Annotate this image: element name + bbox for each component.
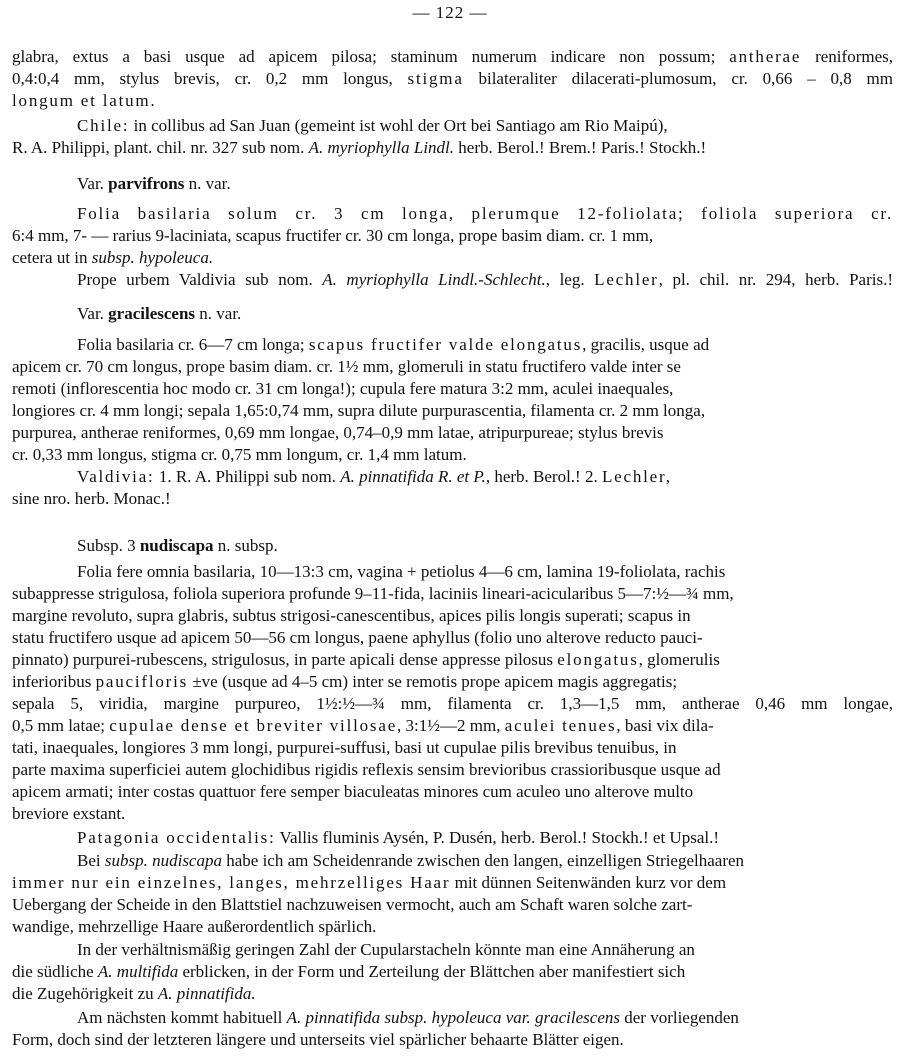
text: 1. R. A. Philippi sub nom. bbox=[154, 467, 341, 486]
text-line bbox=[12, 90, 893, 112]
italic-text: A. pinnatifida R. et P. bbox=[340, 467, 486, 486]
spaced-text: cupulae dense et breviter villosae bbox=[109, 716, 398, 735]
text-line bbox=[12, 68, 893, 90]
paragraph bbox=[12, 561, 893, 825]
paragraph bbox=[12, 203, 893, 269]
text: Uebergang der Scheide in den Blattstiel nachzuweisen vermocht, auch am Schaft waren solche zart- bbox=[12, 895, 693, 914]
bold-text: nudiscapa bbox=[139, 536, 214, 555]
italic-text: subsp. nudiscapa bbox=[104, 851, 222, 870]
text: in collibus ad San Juan (gemeint ist wohl der Ort bei Santiago am Rio Maipú), bbox=[129, 116, 668, 135]
text-line bbox=[12, 535, 893, 557]
section-heading bbox=[12, 303, 893, 325]
text: Folia fere omnia basilaria, 10—13:3 cm, vagina + petiolus 4—6 cm, lamina 19-foliolata, rachis bbox=[77, 562, 726, 581]
spaced-text: elongatus bbox=[557, 650, 639, 669]
text: apicem cr. 70 cm longus, prope basim diam. cr. 1½ mm, glomeruli in statu fructifero valde inter se bbox=[12, 357, 681, 376]
text-line bbox=[12, 115, 893, 137]
text: tati, inaequales, longiores 3 mm longi, purpurei-suffusi, basi ut cupulae pilis brevibus tenuibus, in bbox=[12, 738, 677, 757]
text-line bbox=[12, 378, 893, 400]
text-line bbox=[12, 693, 893, 715]
text: Var. bbox=[77, 174, 109, 193]
text-line bbox=[12, 225, 893, 247]
text: 0,4:0,4 mm, stylus brevis, cr. 0,2 mm longus, bbox=[12, 69, 408, 88]
spaced-text: longum et latum. bbox=[12, 91, 157, 110]
paragraph bbox=[12, 466, 893, 510]
text-line bbox=[12, 444, 893, 466]
text-line bbox=[12, 939, 893, 961]
spaced-text: Patagonia occidentalis: bbox=[77, 828, 276, 847]
text: pinnato) purpurei-rubescens, strigulosus, in parte apicali dense appresse pilosus bbox=[12, 650, 558, 669]
text-line bbox=[12, 173, 893, 195]
spaced-text: paucifloris bbox=[95, 672, 189, 691]
spaced-text: Lechler, bbox=[601, 467, 672, 486]
text-line bbox=[12, 803, 893, 825]
spaced-text: scapus fructifer valde elongatus bbox=[308, 335, 583, 354]
text: Form, doch sind der letzteren längere und unterseits viel spärlicher behaarte Blätter eigen. bbox=[12, 1030, 624, 1049]
text-line bbox=[12, 488, 893, 510]
text-line bbox=[12, 781, 893, 803]
text: ±ve (usque ad 4–5 cm) inter se remotis prope apicem magis aggregatis; bbox=[188, 672, 678, 691]
text-line bbox=[12, 1007, 893, 1029]
text: sepala 5, viridia, margine purpureo, 1½:½—¾ mm, filamenta cr. 1,3—1,5 mm, antherae 0,46 mm longae, bbox=[12, 694, 893, 713]
paragraph bbox=[12, 269, 893, 291]
text: , 3:1½—2 mm, bbox=[397, 716, 505, 735]
text: apicem armati; inter costas quattuor fere semper biaculeatas minores cum aculeo uno alterove multo bbox=[12, 782, 694, 801]
text-line bbox=[12, 872, 893, 894]
text: breviore exstant. bbox=[12, 804, 126, 823]
paragraph bbox=[12, 334, 893, 466]
text: remoti (inflorescentia hoc modo cr. 31 cm longa!); cupula fere matura 3:2 mm, aculei inaequales, bbox=[12, 379, 674, 398]
paragraph bbox=[12, 115, 893, 159]
spaced-text: aculei tenues bbox=[504, 716, 617, 735]
text-line bbox=[12, 303, 893, 325]
text: Prope urbem Valdivia sub nom. bbox=[77, 270, 323, 289]
spaced-text: Lechler bbox=[594, 270, 659, 289]
text: purpurea, antherae reniformes, 0,69 mm longae, 0,74–0,9 mm latae, atripurpureae; stylus brevis bbox=[12, 423, 664, 442]
page-body-text bbox=[12, 46, 893, 1051]
text: glabra, extus a basi usque ad apicem pilosa; staminum numerum indicare non possum; bbox=[12, 47, 730, 66]
text: Am nächsten kommt habituell bbox=[77, 1008, 287, 1027]
paragraph bbox=[12, 46, 893, 112]
text: statu fructifero usque ad apicem 50—56 cm longus, paene aphyllus (folio uno alterove reducto pauci- bbox=[12, 628, 703, 647]
section-heading bbox=[12, 535, 893, 557]
text: Var. bbox=[77, 304, 109, 323]
text-line bbox=[12, 894, 893, 916]
text: n. var. bbox=[184, 174, 231, 193]
text-line bbox=[12, 269, 893, 291]
text: herb. Berol.! Brem.! Paris.! Stockh.! bbox=[454, 138, 707, 157]
section-heading bbox=[12, 173, 893, 195]
text-line bbox=[12, 400, 893, 422]
page-number: — 122 — bbox=[412, 3, 488, 22]
text: subappresse strigulosa, foliola superiora profunde 9–11-fida, laciniis lineari-acicularibus 5—7:½—¾ mm, bbox=[12, 584, 734, 603]
text-line bbox=[12, 561, 893, 583]
text: cr. 0,33 mm longus, stigma cr. 0,75 mm longum, cr. 1,4 mm latum. bbox=[12, 445, 467, 464]
italic-text: subsp. hypoleuca. bbox=[91, 248, 214, 267]
paragraph bbox=[12, 827, 893, 849]
text-line bbox=[12, 605, 893, 627]
text: erblicken, in der Form und Zerteilung der Blättchen aber manifestiert sich bbox=[178, 962, 686, 981]
spaced-text: stigma bbox=[407, 69, 464, 88]
text-line bbox=[12, 356, 893, 378]
text-line bbox=[12, 1029, 893, 1051]
spaced-text: Chile: bbox=[77, 116, 130, 135]
text-line bbox=[12, 46, 893, 68]
text-line bbox=[12, 916, 893, 938]
text-line bbox=[12, 671, 893, 693]
text: longiores cr. 4 mm longi; sepala 1,65:0,74 mm, supra dilute purpurascentia, filamenta cr. 2 mm longa, bbox=[12, 401, 706, 420]
text: wandige, mehrzellige Haare außerordentlich spärlich. bbox=[12, 917, 377, 936]
spaced-text: antherae bbox=[729, 47, 802, 66]
text-line bbox=[12, 961, 893, 983]
text: In der verhältnismäßig geringen Zahl der Cupularstacheln könnte man eine Annäherung an bbox=[77, 940, 695, 959]
text-line bbox=[12, 422, 893, 444]
text-line bbox=[12, 850, 893, 872]
text-line bbox=[12, 583, 893, 605]
text: reniformes, bbox=[801, 47, 893, 66]
text: , pl. chil. nr. 294, herb. Paris.! bbox=[658, 270, 893, 289]
text: inferioribus bbox=[12, 672, 96, 691]
text: margine revoluto, supra glabris, subtus strigosi-canescentibus, apices pilis longis superati; scapus in bbox=[12, 606, 691, 625]
text: parte maxima superficiei autem glochidibus rigidis reflexis sensim brevioribus crassioribusque usque ad bbox=[12, 760, 721, 779]
text-line bbox=[12, 715, 893, 737]
text: , leg. bbox=[545, 270, 595, 289]
text: Vallis fluminis Aysén, P. Dusén, herb. Berol.! Stockh.! et Upsal.! bbox=[275, 828, 720, 847]
text-line bbox=[12, 759, 893, 781]
text-line bbox=[12, 334, 893, 356]
text: R. A. Philippi, plant. chil. nr. 327 sub nom. bbox=[12, 138, 309, 157]
spaced-text: Valdivia: bbox=[77, 467, 155, 486]
text: der vorliegenden bbox=[619, 1008, 739, 1027]
text: bilateraliter dilacerati-plumosum, cr. 0,66 – 0,8 mm bbox=[463, 69, 893, 88]
text: die Zugehörigkeit zu bbox=[12, 984, 158, 1003]
spaced-text: Folia basilaria solum cr. 3 cm longa, plerumque 12-foliolata; foliola superiora cr. bbox=[77, 204, 893, 223]
text: mit dünnen Seitenwänden kurz vor dem bbox=[450, 873, 727, 892]
text: die südliche bbox=[12, 962, 98, 981]
italic-text: A. multifida bbox=[97, 962, 179, 981]
text-line bbox=[12, 627, 893, 649]
text: Bei bbox=[77, 851, 105, 870]
text-line bbox=[12, 203, 893, 225]
italic-text: A. myriophylla Lindl.-Schlecht. bbox=[322, 270, 546, 289]
text: , basi vix dila- bbox=[616, 716, 714, 735]
text: 0,5 mm latae; bbox=[12, 716, 110, 735]
text: Subsp. 3 bbox=[77, 536, 140, 555]
text: 6:4 mm, 7- — rarius 9-laciniata, scapus fructifer cr. 30 cm longa, prope basim diam. cr. 1 mm, bbox=[12, 226, 654, 245]
paragraph bbox=[12, 939, 893, 1005]
text-line bbox=[12, 983, 893, 1005]
text-line bbox=[12, 737, 893, 759]
italic-text: A. pinnatifida. bbox=[157, 984, 256, 1003]
text-line bbox=[12, 466, 893, 488]
text: , glomerulis bbox=[638, 650, 720, 669]
text: , herb. Berol.! 2. bbox=[485, 467, 602, 486]
bold-text: gracilescens bbox=[108, 304, 196, 323]
text-line bbox=[12, 827, 893, 849]
text-line bbox=[12, 247, 893, 269]
spaced-text: immer nur ein einzelnes, langes, mehrzelliges Haar bbox=[12, 873, 451, 892]
paragraph bbox=[12, 850, 893, 938]
text: Folia basilaria cr. 6—7 cm longa; bbox=[77, 335, 309, 354]
text: n. var. bbox=[195, 304, 242, 323]
text: habe ich am Scheidenrande zwischen den langen, einzelligen Striegelhaaren bbox=[221, 851, 745, 870]
text: sine nro. herb. Monac.! bbox=[12, 489, 171, 508]
italic-text: A. myriophylla Lindl. bbox=[308, 138, 455, 157]
text: , gracilis, usque ad bbox=[582, 335, 710, 354]
text: cetera ut in bbox=[12, 248, 92, 267]
italic-text: A. pinnatifida subsp. hypoleuca var. gracilescens bbox=[286, 1008, 620, 1027]
text-line bbox=[12, 137, 893, 159]
bold-text: parvifrons bbox=[108, 174, 185, 193]
text: n. subsp. bbox=[213, 536, 278, 555]
paragraph bbox=[12, 1007, 893, 1051]
text-line bbox=[12, 649, 893, 671]
